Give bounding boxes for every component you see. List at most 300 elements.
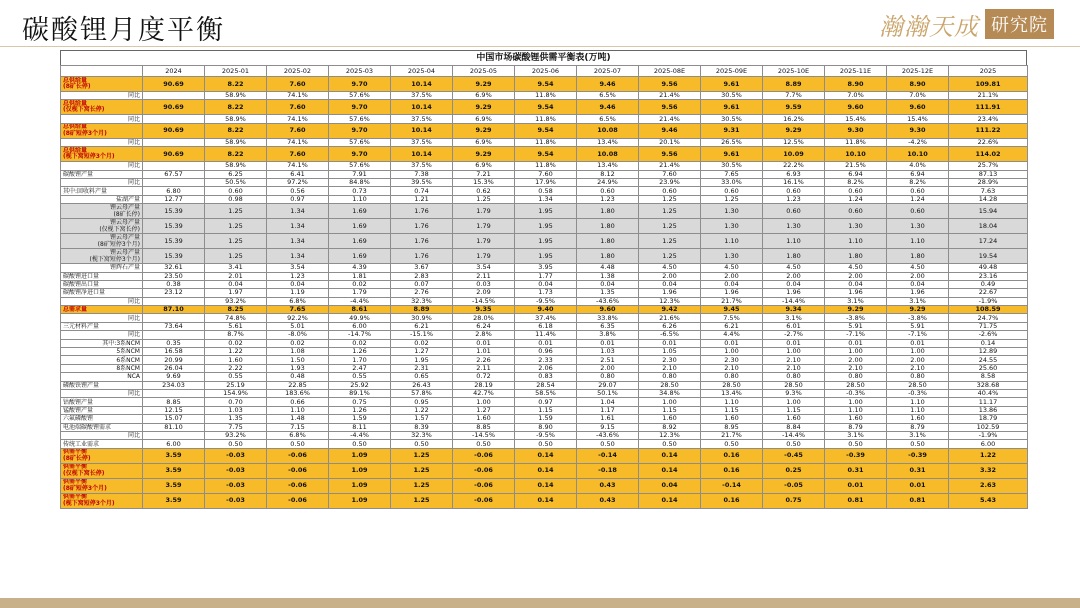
table-cell bbox=[143, 115, 205, 123]
table-cell: 32.3% bbox=[391, 297, 453, 305]
table-row bbox=[61, 348, 1028, 356]
table-cell: 81.10 bbox=[143, 423, 205, 431]
table-cell: -43.6% bbox=[577, 431, 639, 439]
table-cell: 7.15 bbox=[267, 423, 329, 431]
table-cell: 1.34 bbox=[515, 195, 577, 203]
table-cell: 2.10 bbox=[825, 364, 887, 372]
table-cell: 0.50 bbox=[577, 440, 639, 448]
table-cell: 92.2% bbox=[267, 314, 329, 322]
footer-bar bbox=[0, 598, 1080, 608]
table-cell: 1.22 bbox=[949, 448, 1028, 463]
table-cell: 1.96 bbox=[825, 289, 887, 297]
table-cell: 11.8% bbox=[825, 138, 887, 146]
table-cell: 1.97 bbox=[205, 289, 267, 297]
table-cell: 1.15 bbox=[639, 406, 701, 414]
table-cell: -9.5% bbox=[515, 297, 577, 305]
table-cell: 0.60 bbox=[825, 204, 887, 219]
table-cell: 7.65 bbox=[701, 170, 763, 178]
row-label-line: 总供给量 bbox=[63, 146, 88, 154]
table-cell: 9.29 bbox=[825, 306, 887, 314]
table-cell: 1.60 bbox=[205, 356, 267, 364]
table-cell: 0.81 bbox=[825, 493, 887, 508]
table-cell: 1.00 bbox=[887, 348, 949, 356]
table-cell: 2.00 bbox=[763, 272, 825, 280]
table-row bbox=[61, 339, 1028, 347]
row-label-line: 传统工业需求 bbox=[63, 440, 100, 448]
table-cell: 8.95 bbox=[701, 423, 763, 431]
table-cell: -0.3% bbox=[887, 389, 949, 397]
logo-brush-text: 瀚瀚天成 bbox=[879, 12, 979, 41]
table-cell: 1.59 bbox=[515, 415, 577, 423]
table-cell: 1.57 bbox=[391, 415, 453, 423]
table-cell: 0.16 bbox=[701, 463, 763, 478]
table-cell: -0.3% bbox=[825, 389, 887, 397]
table-cell: 37.5% bbox=[391, 115, 453, 123]
table-cell: 1.09 bbox=[329, 493, 391, 508]
table-cell: 1.23 bbox=[267, 272, 329, 280]
table-cell: 8.79 bbox=[825, 423, 887, 431]
row-label-line: 同比 bbox=[127, 432, 140, 440]
table-cell: 26.43 bbox=[391, 381, 453, 389]
table-cell: 1.08 bbox=[267, 348, 329, 356]
table-cell bbox=[143, 331, 205, 339]
table-cell bbox=[143, 297, 205, 305]
table-cell: 0.74 bbox=[391, 187, 453, 195]
table-cell: 0.38 bbox=[143, 280, 205, 288]
table-cell bbox=[143, 178, 205, 186]
table-cell: 9.56 bbox=[639, 77, 701, 92]
table-cell: 0.50 bbox=[515, 440, 577, 448]
table-cell: 0.50 bbox=[825, 440, 887, 448]
table-cell: 1.25 bbox=[205, 204, 267, 219]
table-cell: 0.01 bbox=[825, 339, 887, 347]
row-label-line: 总供给量 bbox=[63, 76, 88, 84]
table-row bbox=[61, 264, 1028, 272]
table-cell: 2.10 bbox=[763, 364, 825, 372]
row-label-line: 钴酸锂产量 bbox=[63, 398, 94, 406]
table-cell: 0.02 bbox=[391, 339, 453, 347]
table-cell: 3.59 bbox=[143, 448, 205, 463]
row-label-line: (8矿短停3个月) bbox=[97, 241, 140, 249]
table-cell: 5.43 bbox=[949, 493, 1028, 508]
table-cell: 9.15 bbox=[577, 423, 639, 431]
table-cell: 22.6% bbox=[949, 138, 1028, 146]
table-row bbox=[61, 297, 1028, 305]
table-cell: 21.7% bbox=[701, 297, 763, 305]
table-cell: 0.96 bbox=[515, 348, 577, 356]
table-cell: 0.70 bbox=[205, 398, 267, 406]
table-cell: 23.4% bbox=[949, 115, 1028, 123]
table-cell: 3.1% bbox=[825, 297, 887, 305]
table-cell: -8.0% bbox=[267, 331, 329, 339]
table-cell: 3.1% bbox=[763, 314, 825, 322]
table-cell: 5.91 bbox=[825, 322, 887, 330]
table-cell: 2.10 bbox=[887, 364, 949, 372]
table-cell: 26.04 bbox=[143, 364, 205, 372]
row-label bbox=[61, 178, 143, 186]
table-cell: 2.26 bbox=[453, 356, 515, 364]
table-cell: 0.14 bbox=[639, 448, 701, 463]
table-row bbox=[61, 493, 1028, 508]
table-cell bbox=[143, 314, 205, 322]
table-cell: 6.9% bbox=[453, 162, 515, 170]
row-label bbox=[61, 415, 143, 423]
table-cell: 57.6% bbox=[329, 92, 391, 100]
table-row bbox=[61, 289, 1028, 297]
table-cell: 15.94 bbox=[949, 204, 1028, 219]
table-cell: 1.25 bbox=[205, 249, 267, 264]
table-cell: 9.61 bbox=[701, 100, 763, 115]
table-cell bbox=[143, 431, 205, 439]
table-cell: 9.54 bbox=[515, 147, 577, 162]
table-cell: -2.7% bbox=[763, 331, 825, 339]
table-cell: 0.14 bbox=[515, 448, 577, 463]
table-cell: -0.14 bbox=[701, 478, 763, 493]
table-cell: 0.60 bbox=[763, 187, 825, 195]
table-cell: 2.00 bbox=[577, 364, 639, 372]
table-cell: 7.7% bbox=[763, 92, 825, 100]
table-cell: 1.30 bbox=[701, 204, 763, 219]
table-cell: 1.25 bbox=[391, 448, 453, 463]
table-cell: 9.56 bbox=[639, 100, 701, 115]
table-cell: 7.75 bbox=[205, 423, 267, 431]
table-cell: 6.9% bbox=[453, 92, 515, 100]
table-cell: 6.00 bbox=[949, 440, 1028, 448]
table-cell: 9.29 bbox=[453, 77, 515, 92]
row-label-line: 磷酸铁锂产量 bbox=[63, 381, 100, 389]
table-cell: 2.10 bbox=[701, 364, 763, 372]
row-label-line: 同比 bbox=[127, 331, 140, 339]
row-label-line: (枧下窝短停3个月) bbox=[89, 256, 140, 264]
table-cell: -0.45 bbox=[763, 448, 825, 463]
table-cell: 8.22 bbox=[205, 147, 267, 162]
table-cell: 1.59 bbox=[329, 415, 391, 423]
table-cell: -1.9% bbox=[949, 297, 1028, 305]
table-cell: 8.12 bbox=[577, 170, 639, 178]
table-cell: 0.14 bbox=[515, 493, 577, 508]
table-cell: 0.75 bbox=[763, 493, 825, 508]
table-cell bbox=[143, 138, 205, 146]
table-cell: -9.5% bbox=[515, 431, 577, 439]
table-cell: -15.1% bbox=[391, 331, 453, 339]
table-cell: 1.10 bbox=[887, 406, 949, 414]
row-label-line: 供需平衡 bbox=[63, 463, 88, 471]
table-cell: 74.1% bbox=[267, 162, 329, 170]
table-cell: 1.25 bbox=[391, 463, 453, 478]
table-cell: 3.1% bbox=[825, 431, 887, 439]
table-cell: 5.91 bbox=[887, 322, 949, 330]
table-cell: 87.13 bbox=[949, 170, 1028, 178]
row-label-line: 碳酸锂进口量 bbox=[63, 272, 100, 280]
table-cell: 4.50 bbox=[639, 264, 701, 272]
table-cell: 4.48 bbox=[577, 264, 639, 272]
table-cell: 8.22 bbox=[205, 100, 267, 115]
table-cell: 1.79 bbox=[453, 219, 515, 234]
row-label bbox=[61, 448, 143, 463]
table-cell: 1.01 bbox=[453, 348, 515, 356]
table-title: 中国市场碳酸锂供需平衡表(万吨) bbox=[60, 50, 1027, 65]
table-cell: 1.10 bbox=[825, 406, 887, 414]
table-cell: 37.5% bbox=[391, 162, 453, 170]
table-cell: 12.3% bbox=[639, 431, 701, 439]
table-cell: 0.49 bbox=[949, 280, 1028, 288]
table-cell: 6.5% bbox=[577, 115, 639, 123]
table-cell: 1.09 bbox=[329, 478, 391, 493]
table-cell: 3.54 bbox=[267, 264, 329, 272]
row-label-line: 供需平衡 bbox=[63, 478, 88, 486]
row-label-line: 碳酸锂净进口量 bbox=[63, 289, 106, 297]
table-cell: 0.55 bbox=[205, 373, 267, 381]
row-label-line: 其中:3系NCM bbox=[102, 339, 140, 347]
table-cell: 1.61 bbox=[577, 415, 639, 423]
table-row bbox=[61, 423, 1028, 431]
table-cell: 1.10 bbox=[887, 398, 949, 406]
table-cell: 7.21 bbox=[453, 170, 515, 178]
table-cell: 8.84 bbox=[763, 423, 825, 431]
table-cell: 30.9% bbox=[391, 314, 453, 322]
table-row bbox=[61, 187, 1028, 195]
table-cell: 37.5% bbox=[391, 92, 453, 100]
table-cell: 0.50 bbox=[391, 440, 453, 448]
table-cell: 0.16 bbox=[701, 448, 763, 463]
table-cell: 74.8% bbox=[205, 314, 267, 322]
table-cell bbox=[143, 162, 205, 170]
table-cell: -14.5% bbox=[453, 431, 515, 439]
column-header: 2025-09E bbox=[701, 66, 763, 77]
table-cell: 28.0% bbox=[453, 314, 515, 322]
table-cell: 6.8% bbox=[267, 297, 329, 305]
table-cell: 0.72 bbox=[453, 373, 515, 381]
row-label bbox=[61, 162, 143, 170]
table-cell: 28.50 bbox=[701, 381, 763, 389]
table-cell: 1.10 bbox=[825, 234, 887, 249]
table-cell: 57.6% bbox=[329, 162, 391, 170]
table-cell: 17.9% bbox=[515, 178, 577, 186]
row-label-line: (仅枧下窝长停) bbox=[99, 226, 140, 234]
row-label-line: 同比 bbox=[127, 138, 140, 146]
table-cell: 1.00 bbox=[639, 398, 701, 406]
table-cell: 2.10 bbox=[639, 364, 701, 372]
column-header: 2025-05 bbox=[453, 66, 515, 77]
table-cell: 0.62 bbox=[453, 187, 515, 195]
table-cell: 3.32 bbox=[949, 463, 1028, 478]
table-cell: 16.2% bbox=[763, 115, 825, 123]
table-cell: 90.69 bbox=[143, 100, 205, 115]
table-cell: -0.06 bbox=[267, 493, 329, 508]
table-cell: 9.29 bbox=[887, 306, 949, 314]
row-label bbox=[61, 493, 143, 508]
table-cell: -0.05 bbox=[763, 478, 825, 493]
table-cell: 8.90 bbox=[515, 423, 577, 431]
table-row bbox=[61, 178, 1028, 186]
table-cell: 1.23 bbox=[577, 195, 639, 203]
table-cell: 1.35 bbox=[205, 415, 267, 423]
table-cell: 1.76 bbox=[391, 219, 453, 234]
table-cell: 25.92 bbox=[329, 381, 391, 389]
brand-logo bbox=[879, 8, 1054, 40]
table-cell: 6.9% bbox=[453, 115, 515, 123]
table-cell: 6.9% bbox=[453, 138, 515, 146]
table-cell: 2.63 bbox=[949, 478, 1028, 493]
table-cell: -14.5% bbox=[453, 297, 515, 305]
table-cell: 33.0% bbox=[701, 178, 763, 186]
row-label bbox=[61, 147, 143, 162]
table-cell: 21.7% bbox=[701, 431, 763, 439]
table-header-row bbox=[61, 66, 1028, 77]
table-cell: 0.04 bbox=[267, 280, 329, 288]
table-cell: 0.03 bbox=[453, 280, 515, 288]
table-cell: 11.17 bbox=[949, 398, 1028, 406]
table-cell: 2.83 bbox=[391, 272, 453, 280]
table-cell: 1.34 bbox=[267, 249, 329, 264]
table-cell: 0.97 bbox=[515, 398, 577, 406]
table-cell: 0.60 bbox=[825, 187, 887, 195]
table-cell: 9.42 bbox=[639, 306, 701, 314]
table-cell: 6.24 bbox=[453, 322, 515, 330]
table-cell: 24.55 bbox=[949, 356, 1028, 364]
row-label-line: 总供给量 bbox=[63, 123, 88, 131]
table-cell: 0.50 bbox=[701, 440, 763, 448]
row-label-line: 锂云母产量 bbox=[109, 204, 140, 212]
table-cell: 9.31 bbox=[701, 123, 763, 138]
table-cell: 93.2% bbox=[205, 431, 267, 439]
table-cell: 10.08 bbox=[577, 123, 639, 138]
table-cell: 1.15 bbox=[763, 406, 825, 414]
row-label bbox=[61, 297, 143, 305]
table-cell: -0.03 bbox=[205, 463, 267, 478]
table-cell: 1.96 bbox=[887, 289, 949, 297]
table-cell: 13.4% bbox=[701, 389, 763, 397]
table-cell: 1.09 bbox=[329, 448, 391, 463]
table-row bbox=[61, 100, 1028, 115]
table-cell: 7.60 bbox=[515, 170, 577, 178]
table-cell: 1.26 bbox=[329, 406, 391, 414]
table-cell: 0.50 bbox=[205, 440, 267, 448]
table-cell: 28.9% bbox=[949, 178, 1028, 186]
table-cell: 24.7% bbox=[949, 314, 1028, 322]
table-cell: 6.80 bbox=[143, 187, 205, 195]
table-row bbox=[61, 138, 1028, 146]
table-cell: 2.00 bbox=[887, 272, 949, 280]
table-cell: 1.05 bbox=[639, 348, 701, 356]
table-cell: 1.00 bbox=[701, 348, 763, 356]
table-cell: 37.4% bbox=[515, 314, 577, 322]
table-cell: 30.5% bbox=[701, 162, 763, 170]
row-label bbox=[61, 478, 143, 493]
table-cell: 23.9% bbox=[639, 178, 701, 186]
table-cell: 1.10 bbox=[887, 234, 949, 249]
table-cell: 4.39 bbox=[329, 264, 391, 272]
table-cell: 21.1% bbox=[949, 92, 1028, 100]
table-cell: 1.17 bbox=[577, 406, 639, 414]
table-cell: 1.21 bbox=[391, 195, 453, 203]
table-cell: 20.99 bbox=[143, 356, 205, 364]
table-cell: 15.4% bbox=[887, 115, 949, 123]
table-cell: 87.10 bbox=[143, 306, 205, 314]
table-cell: 1.96 bbox=[639, 289, 701, 297]
table-cell: 6.21 bbox=[701, 322, 763, 330]
table-cell: 23.50 bbox=[143, 272, 205, 280]
table-cell: 1.35 bbox=[577, 289, 639, 297]
table-cell: 3.67 bbox=[391, 264, 453, 272]
table-row bbox=[61, 272, 1028, 280]
table-cell: 0.04 bbox=[887, 280, 949, 288]
table-cell: 74.1% bbox=[267, 92, 329, 100]
table-cell: 28.50 bbox=[763, 381, 825, 389]
table-cell: 8.89 bbox=[763, 77, 825, 92]
table-cell: 58.9% bbox=[205, 138, 267, 146]
table-cell: 3.8% bbox=[577, 331, 639, 339]
table-cell: 0.50 bbox=[887, 440, 949, 448]
row-label bbox=[61, 280, 143, 288]
row-label bbox=[61, 234, 143, 249]
table-cell: 9.60 bbox=[577, 306, 639, 314]
column-header: 2025-07 bbox=[577, 66, 639, 77]
table-cell: -6.5% bbox=[639, 331, 701, 339]
table-cell: 5.01 bbox=[267, 322, 329, 330]
table-cell: 9.29 bbox=[453, 100, 515, 115]
table-cell: 1.79 bbox=[329, 289, 391, 297]
table-cell: 1.25 bbox=[205, 219, 267, 234]
table-cell: 1.80 bbox=[577, 204, 639, 219]
table-cell: 102.59 bbox=[949, 423, 1028, 431]
row-label-line: 锰酸锂产量 bbox=[63, 406, 94, 414]
table-cell: 1.30 bbox=[763, 219, 825, 234]
table-cell: 0.04 bbox=[205, 280, 267, 288]
row-label-line: NCA bbox=[127, 373, 140, 381]
table-cell: 1.24 bbox=[825, 195, 887, 203]
row-label-line: (8矿短停3个月) bbox=[63, 129, 107, 137]
table-cell: 0.65 bbox=[391, 373, 453, 381]
table-cell: 0.58 bbox=[515, 187, 577, 195]
table-cell: 1.25 bbox=[391, 493, 453, 508]
table-cell: 16.1% bbox=[763, 178, 825, 186]
table-cell: 25.7% bbox=[949, 162, 1028, 170]
table-cell: 6.35 bbox=[577, 322, 639, 330]
table-cell: 0.04 bbox=[577, 280, 639, 288]
table-cell: -0.06 bbox=[453, 463, 515, 478]
table-cell: 93.2% bbox=[205, 297, 267, 305]
table-cell: 234.03 bbox=[143, 381, 205, 389]
table-cell: 1.95 bbox=[391, 356, 453, 364]
table-cell: 16.58 bbox=[143, 348, 205, 356]
table-cell: 0.60 bbox=[205, 187, 267, 195]
table-cell: 9.70 bbox=[329, 77, 391, 92]
row-label-line: (8矿长停) bbox=[63, 83, 91, 90]
table-cell: 9.54 bbox=[515, 77, 577, 92]
table-cell: 21.4% bbox=[639, 115, 701, 123]
table-cell: 0.56 bbox=[267, 187, 329, 195]
table-cell: 2.76 bbox=[391, 289, 453, 297]
table-cell: 0.50 bbox=[329, 440, 391, 448]
table-cell: 6.5% bbox=[577, 92, 639, 100]
row-label bbox=[61, 406, 143, 414]
table-cell: 18.79 bbox=[949, 415, 1028, 423]
table-cell: 0.04 bbox=[701, 280, 763, 288]
row-label bbox=[61, 123, 143, 138]
table-cell: 6.25 bbox=[205, 170, 267, 178]
table-row bbox=[61, 162, 1028, 170]
row-label-line: 锂辉石产量 bbox=[109, 264, 140, 272]
table-cell: 13.4% bbox=[577, 162, 639, 170]
table-cell: 1.30 bbox=[825, 219, 887, 234]
table-cell: 1.93 bbox=[267, 364, 329, 372]
table-cell: 1.10 bbox=[329, 195, 391, 203]
table-cell: 11.8% bbox=[515, 162, 577, 170]
table-cell: 1.95 bbox=[515, 249, 577, 264]
table-cell: 1.76 bbox=[391, 249, 453, 264]
table-cell: 0.04 bbox=[763, 280, 825, 288]
